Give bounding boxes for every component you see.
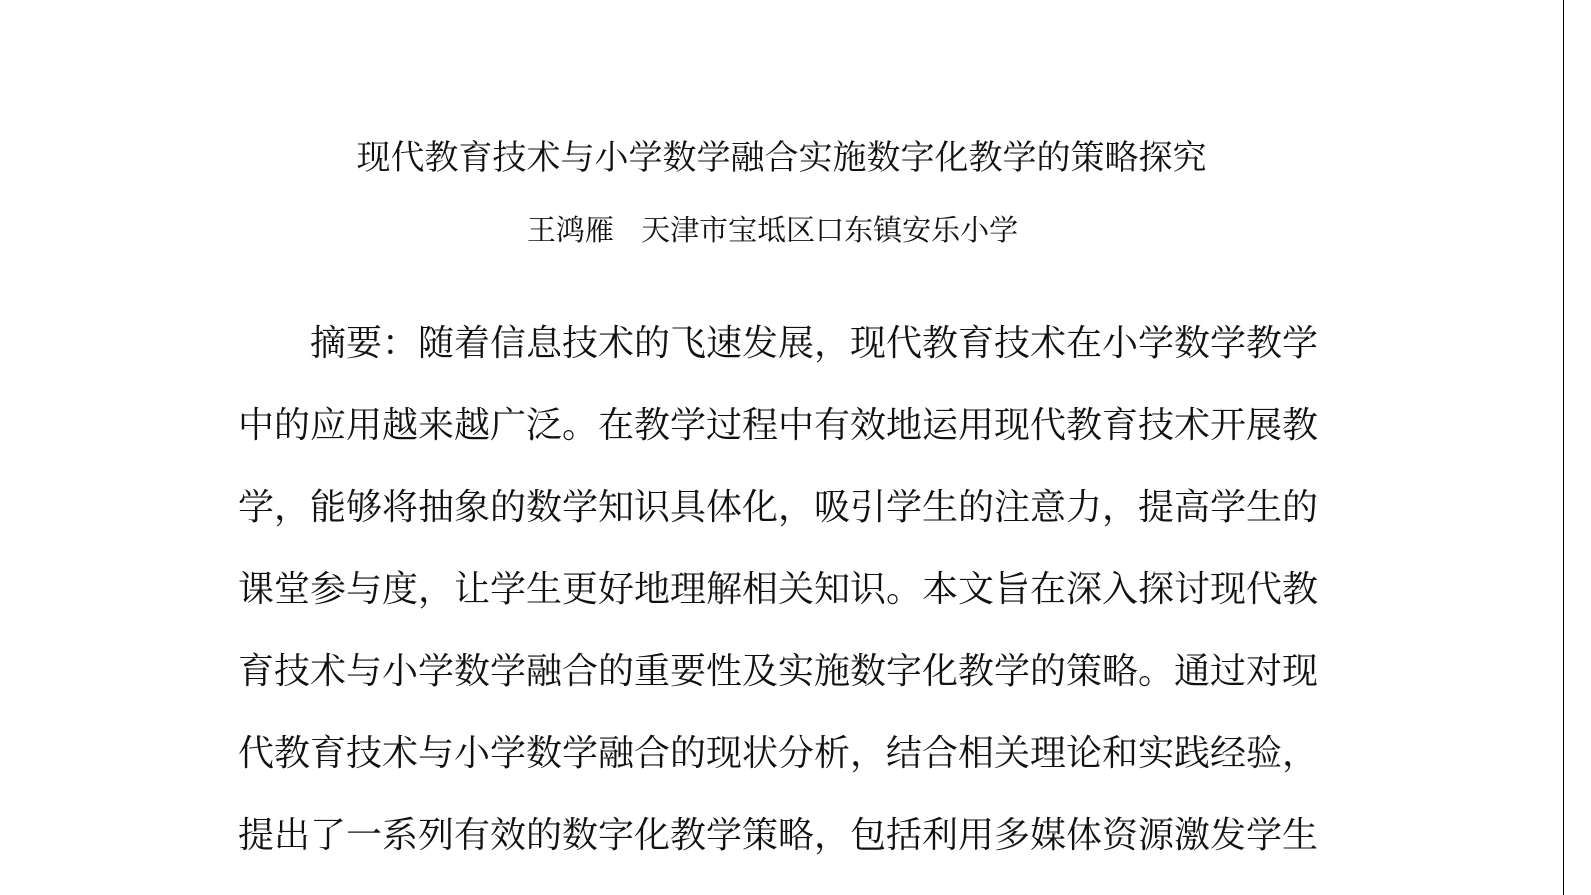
abstract-line: 提出了一系列有效的数字化教学策略，包括利用多媒体资源激发学生 — [238, 815, 1319, 856]
abstract-line: 中的应用越来越广泛。在教学过程中有效地运用现代教育技术开展教 — [238, 405, 1319, 446]
author-affiliation: 天津市宝坻区口东镇安乐小学 — [641, 213, 1019, 247]
abstract — [238, 316, 1328, 890]
page-edge-line — [1563, 0, 1564, 895]
paper-title: 现代教育技术与小学数学融合实施数字化教学的策略探究 — [356, 138, 1207, 178]
abstract-line: 学，能够将抽象的数学知识具体化，吸引学生的注意力，提高学生的 — [238, 487, 1319, 528]
abstract-line: 摘要：随着信息技术的飞速发展，现代教育技术在小学数学教学 — [310, 323, 1319, 364]
author-name: 王鸿雁 — [526, 213, 614, 247]
byline — [0, 210, 1545, 250]
abstract-line: 育技术与小学数学融合的重要性及实施数字化教学的策略。通过对现 — [238, 651, 1319, 692]
abstract-line: 课堂参与度，让学生更好地理解相关知识。本文旨在深入探讨现代教 — [238, 569, 1319, 610]
abstract-line: 代教育技术与小学数学融合的现状分析，结合相关理论和实践经验， — [238, 733, 1319, 774]
